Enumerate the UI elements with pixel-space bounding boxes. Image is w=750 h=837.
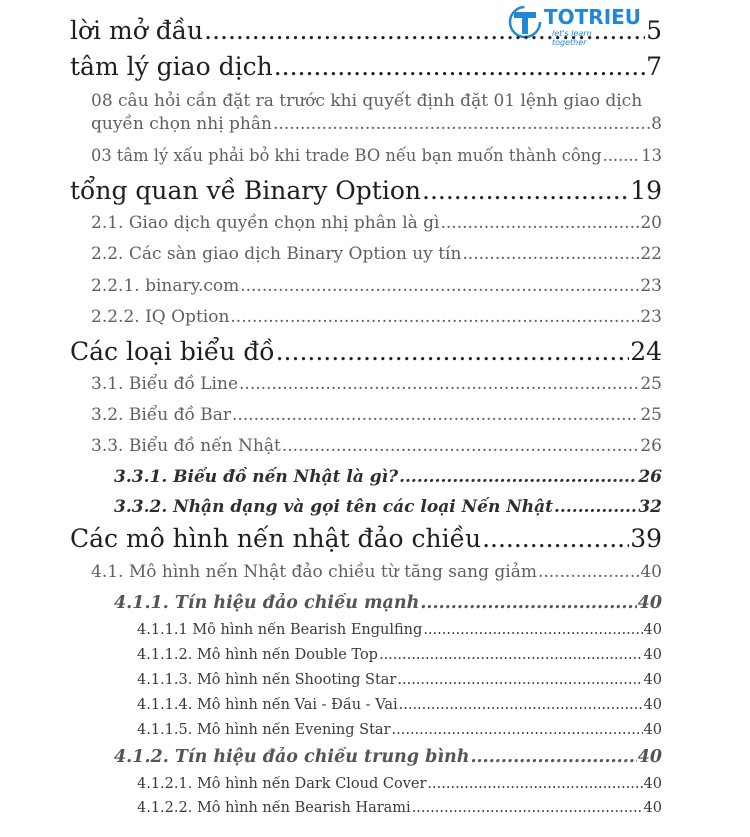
toc-entry[interactable]: [91, 146, 662, 168]
toc-entry-title: 4.1.1.4. Mô hình nến Vai - Đầu - Vai: [137, 697, 398, 713]
toc-entry-title: Các loại biểu đồ: [70, 337, 275, 366]
toc-leader-dots: [427, 776, 642, 792]
toc-entry-title: lời mở đầu: [70, 16, 204, 45]
toc-entry-title: tổng quan về Binary Option: [70, 176, 421, 205]
toc-leader-dots: [423, 622, 642, 638]
toc-entry-title: 4.1.1. Tín hiệu đảo chiều mạnh: [114, 593, 420, 613]
toc-entry-page: 20: [640, 213, 662, 233]
toc-entry[interactable]: [137, 647, 662, 667]
toc-entry[interactable]: [137, 800, 662, 820]
toc-entry[interactable]: [91, 436, 662, 458]
toc-entry-title: tâm lý giao dịch: [70, 52, 273, 81]
toc-entry[interactable]: [91, 213, 662, 235]
toc-leader-dots: [399, 697, 643, 713]
toc-leader-dots: [239, 374, 639, 394]
toc-leader-dots: [440, 213, 639, 233]
toc-leader-dots: [470, 747, 636, 767]
toc-entry-page: 7: [646, 52, 662, 81]
toc-entry[interactable]: [91, 405, 662, 427]
toc-entry[interactable]: [91, 114, 662, 136]
toc-entry-title: 4.1. Mô hình nến Nhật đảo chiều từ tăng sang giảm: [91, 562, 537, 582]
toc-entry[interactable]: [91, 244, 662, 266]
toc-entry-page: 24: [630, 337, 662, 366]
toc-entry-page: 40: [643, 800, 662, 816]
toc-entry-page: 40: [643, 622, 662, 638]
toc-entry-title: 03 tâm lý xấu phải bỏ khi trade BO nếu bạn muốn thành công: [91, 146, 602, 165]
toc-entry[interactable]: [114, 747, 662, 769]
toc-entry-page: 40: [640, 562, 662, 582]
toc-leader-dots: [240, 276, 639, 296]
toc-entry-page: 32: [638, 497, 662, 517]
toc-entry-title: 3.3.1. Biểu đồ nến Nhật là gì?: [114, 467, 399, 487]
toc-entry-title: 4.1.1.3. Mô hình nến Shooting Star: [137, 672, 397, 688]
toc-entry-title: 2.1. Giao dịch quyền chọn nhị phân là gì: [91, 213, 440, 233]
toc-entry-page: 25: [640, 374, 662, 394]
toc-leader-dots: [230, 307, 639, 327]
logo-tagline: let's learn together: [552, 29, 592, 47]
toc-leader-dots: [397, 672, 642, 688]
toc-entry-page: 23: [640, 276, 662, 296]
toc-entry-title: 4.1.1.1 Mô hình nến Bearish Engulfing: [137, 622, 423, 638]
toc-entry-title: 4.1.2.2. Mô hình nến Bearish Harami: [137, 800, 411, 816]
toc-leader-dots: [392, 722, 643, 738]
toc-entry-title-line1[interactable]: 08 câu hỏi cần đặt ra trước khi quyết định đặt 01 lệnh giao dịch: [91, 91, 643, 111]
toc-entry[interactable]: [70, 16, 662, 50]
toc-entry[interactable]: [91, 374, 662, 396]
toc-entry-page: 40: [637, 593, 662, 613]
toc-entry[interactable]: [114, 593, 662, 615]
toc-leader-dots: [276, 337, 630, 366]
toc-entry-page: 5: [646, 16, 662, 45]
toc-entry-title: 2.2.1. binary.com: [91, 276, 240, 296]
toc-leader-dots: [420, 593, 636, 613]
toc-entry-title: 3.2. Biểu đồ Bar: [91, 405, 232, 425]
toc-leader-dots: [273, 114, 650, 134]
toc-entry[interactable]: [70, 337, 662, 371]
toc-entry[interactable]: [137, 672, 662, 692]
toc-entry-title: quyền chọn nhị phân: [91, 114, 272, 134]
logo-brand-text: TOTRIEU: [544, 5, 642, 29]
toc-leader-dots: [422, 176, 629, 205]
toc-entry-title: 3.3.2. Nhận dạng và gọi tên các loại Nến Nhật: [114, 497, 554, 517]
toc-leader-dots: [379, 647, 643, 663]
toc-leader-dots: [399, 467, 637, 487]
toc-leader-dots: [554, 497, 637, 517]
toc-entry[interactable]: [114, 497, 662, 519]
toc-entry-page: 23: [640, 307, 662, 327]
toc-entry[interactable]: [137, 722, 662, 742]
toc-entry-page: 40: [643, 672, 662, 688]
toc-entry[interactable]: [70, 524, 662, 558]
toc-entry-page: 40: [643, 722, 662, 738]
toc-entry-page: 22: [640, 244, 662, 264]
toc-leader-dots: [412, 800, 643, 816]
toc-leader-dots: [482, 524, 629, 553]
toc-leader-dots: [232, 405, 639, 425]
toc-entry-page: 39: [630, 524, 662, 553]
toc-entry-title: 4.1.1.2. Mô hình nến Double Top: [137, 647, 378, 663]
toc-entry-title: 4.1.2.1. Mô hình nến Dark Cloud Cover: [137, 776, 427, 792]
toc-entry-page: 40: [643, 647, 662, 663]
toc-leader-dots: [603, 146, 641, 165]
toc-entry-title: 3.1. Biểu đồ Line: [91, 374, 239, 394]
toc-leader-dots: [462, 244, 639, 264]
toc-entry[interactable]: [137, 622, 662, 642]
toc-entry-title: 4.1.2. Tín hiệu đảo chiều trung bình: [114, 747, 470, 767]
toc-entry-page: 13: [641, 146, 662, 165]
toc-entry-page: 26: [640, 436, 662, 456]
toc-entry[interactable]: [91, 562, 662, 584]
toc-entry[interactable]: [137, 697, 662, 717]
toc-entry[interactable]: [114, 467, 662, 489]
toc-entry[interactable]: [70, 52, 662, 86]
toc-entry-page: 40: [643, 776, 662, 792]
toc-entry-title: 2.2.2. IQ Option: [91, 307, 230, 327]
toc-entry-title: 3.3. Biểu đồ nến Nhật: [91, 436, 281, 456]
toc-entry-title: Các mô hình nến nhật đảo chiều: [70, 524, 482, 553]
toc-leader-dots: [274, 52, 645, 81]
toc-entry-title: 2.2. Các sàn giao dịch Binary Option uy tín: [91, 244, 462, 264]
toc-entry[interactable]: [91, 276, 662, 298]
toc-entry-title: 4.1.1.5. Mô hình nến Evening Star: [137, 722, 391, 738]
toc-entry-page: 8: [651, 114, 662, 134]
toc-entry-page: 40: [643, 697, 662, 713]
toc-entry[interactable]: [91, 307, 662, 329]
toc-entry-page: 40: [637, 747, 662, 767]
toc-entry-page: 25: [640, 405, 662, 425]
toc-leader-dots: [204, 16, 645, 45]
toc-entry-page: 26: [638, 467, 662, 487]
toc-leader-dots: [538, 562, 639, 582]
toc-entry[interactable]: [137, 776, 662, 796]
toc-leader-dots: [282, 436, 640, 456]
toc-entry[interactable]: [70, 176, 662, 210]
toc-entry-page: 19: [630, 176, 662, 205]
